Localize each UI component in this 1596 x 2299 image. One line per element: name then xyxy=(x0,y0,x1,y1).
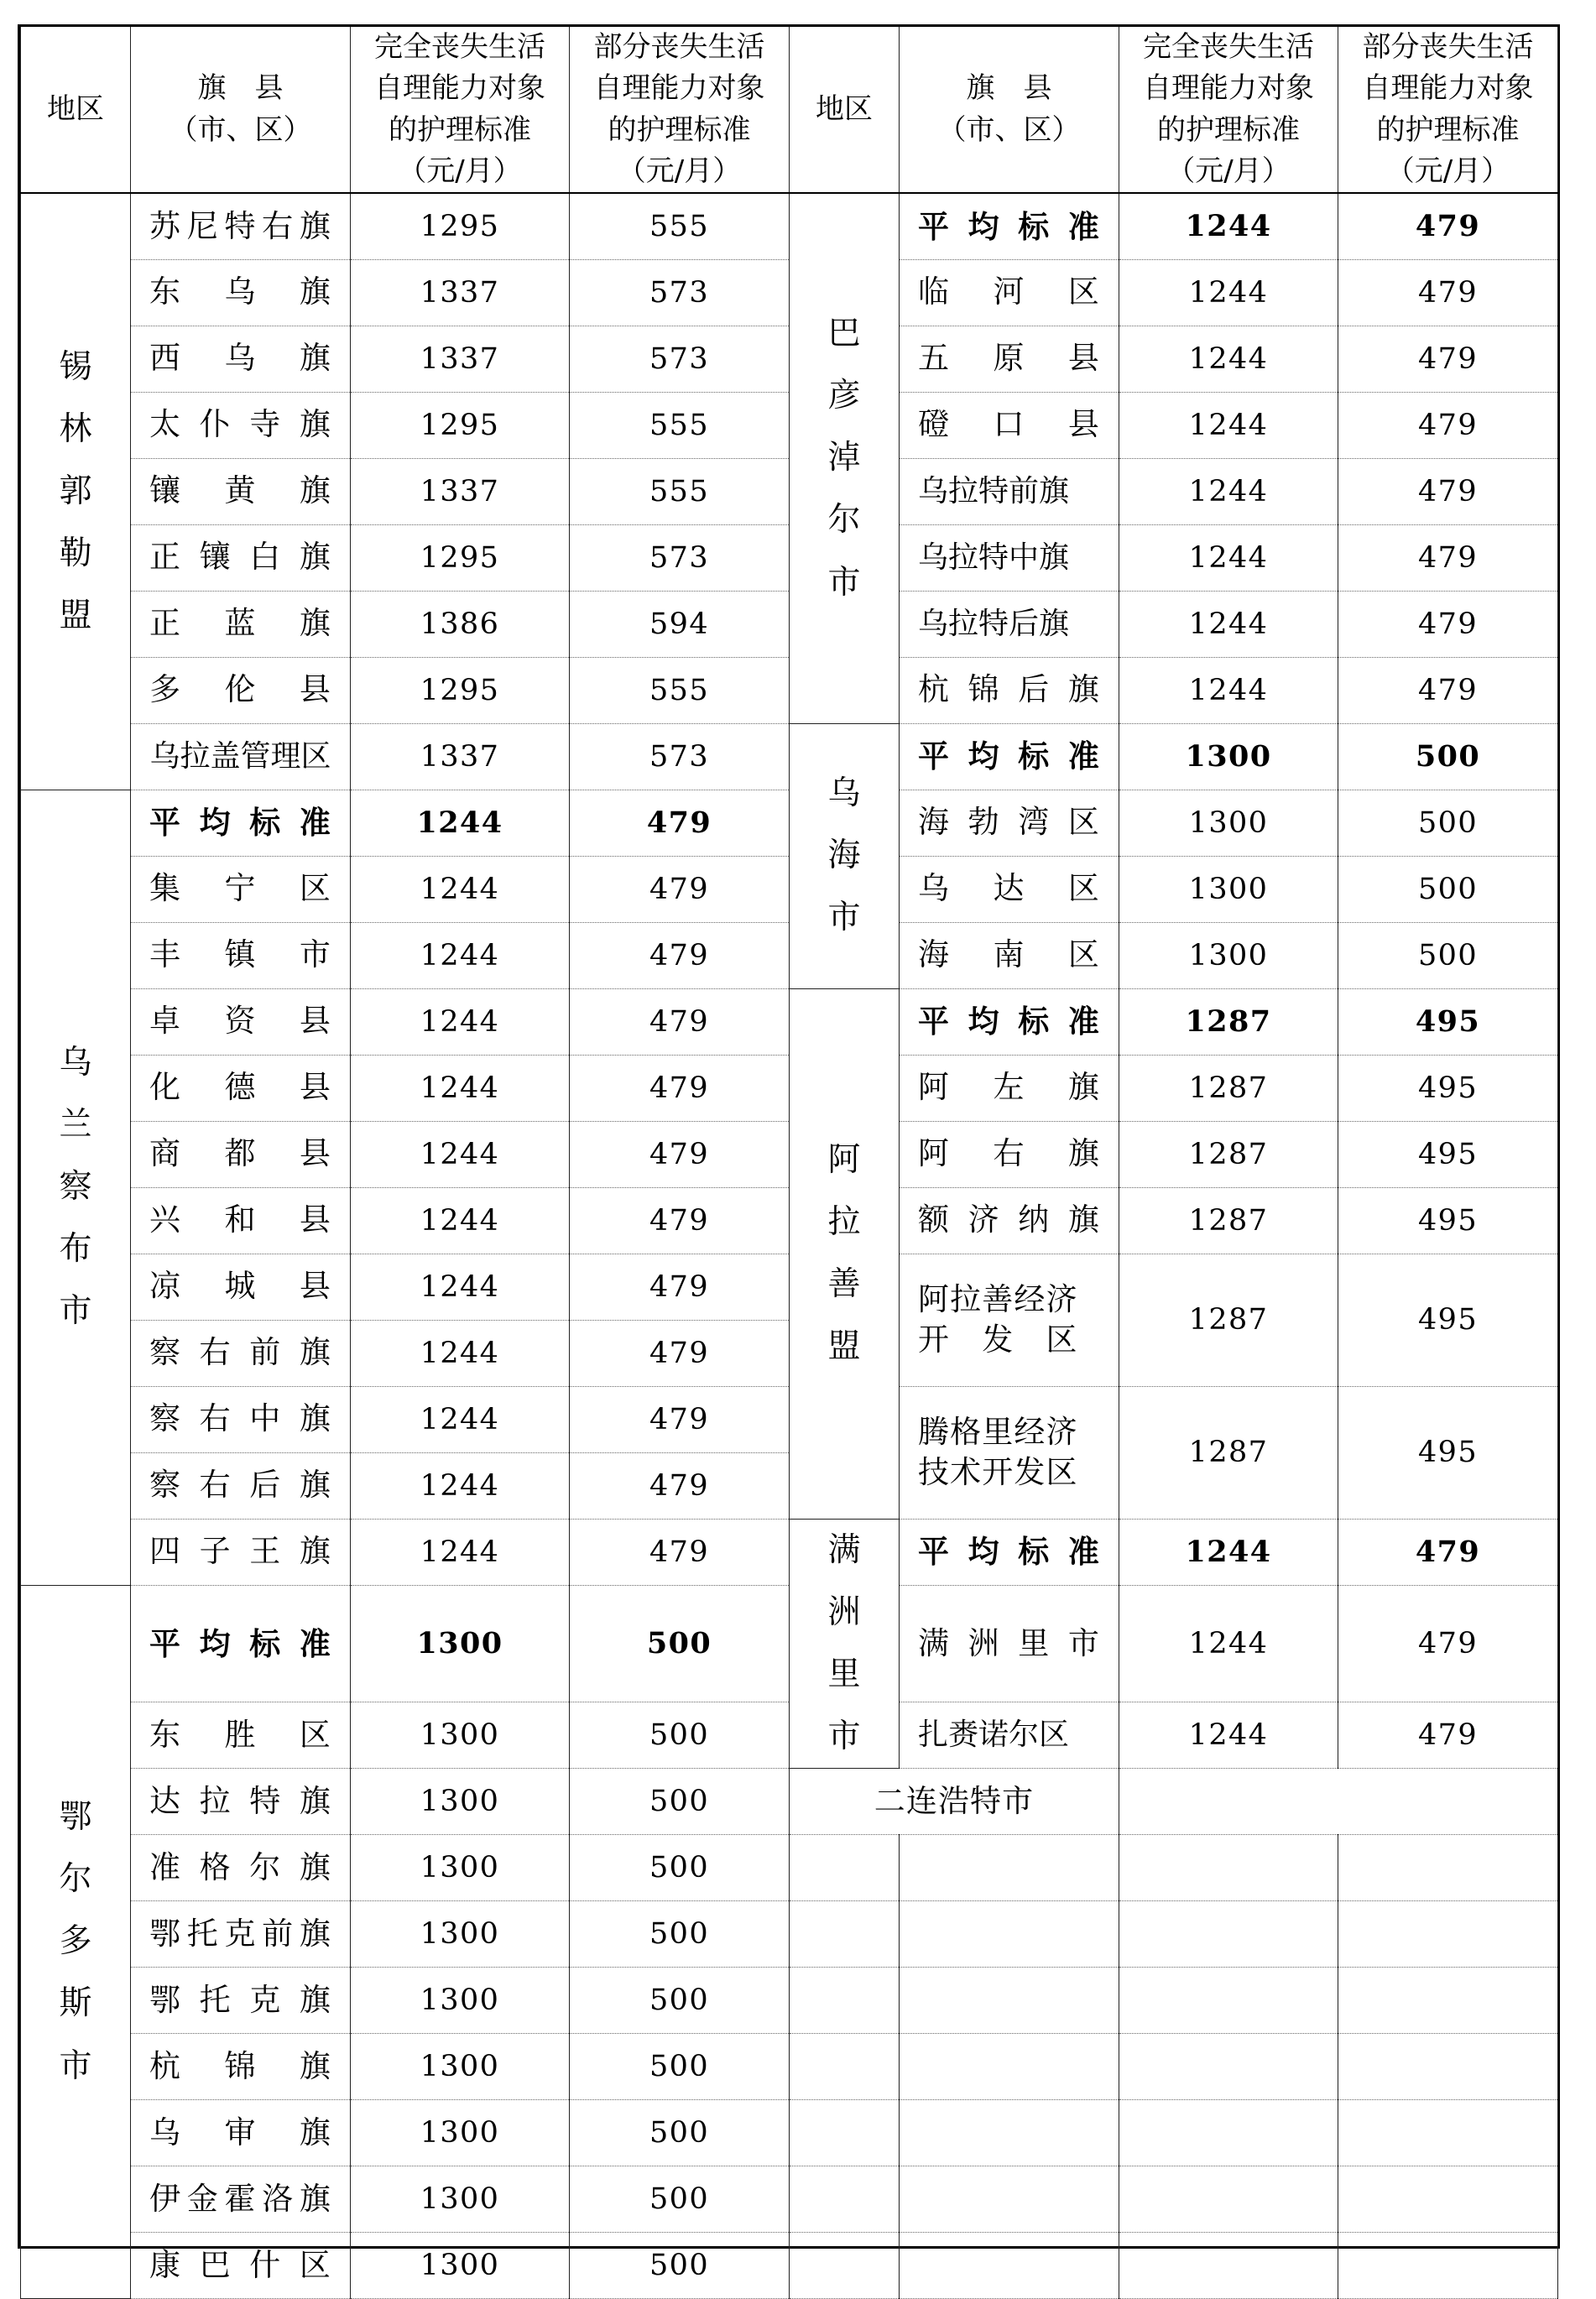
empty-cell xyxy=(900,2034,1119,2100)
region-char: 市 xyxy=(59,1292,92,1331)
nursing-standards-table xyxy=(20,27,1558,2299)
county-name: 察右中旗 xyxy=(131,1386,351,1452)
county-name: 额济纳旗 xyxy=(900,1187,1119,1254)
full-loss-standard: 1244 xyxy=(1119,591,1338,657)
partial-loss-standard: 573 xyxy=(570,524,790,591)
county-name: 化德县 xyxy=(131,1055,351,1121)
header-partial-line: 部分丧失生活 xyxy=(593,30,765,64)
county-name: 乌拉盖管理区 xyxy=(131,723,351,790)
empty-cell xyxy=(1119,1901,1338,1968)
partial-loss-standard: 500 xyxy=(1338,856,1558,922)
empty-cell xyxy=(1119,2100,1338,2166)
table-row xyxy=(21,193,1558,259)
partial-loss-standard: 500 xyxy=(1338,723,1558,790)
full-loss-standard: 1244 xyxy=(1119,524,1338,591)
county-name: 集宁区 xyxy=(131,856,351,922)
table-row xyxy=(21,1901,1558,1968)
header-partial-loss-right xyxy=(1338,27,1558,193)
county-name: 乌达区 xyxy=(900,856,1119,922)
header-county-line: （市、区） xyxy=(169,112,312,147)
table-row xyxy=(21,2100,1558,2166)
region-char: 鄂 xyxy=(59,1798,92,1837)
region-char: 布 xyxy=(59,1230,92,1269)
county-name: 东胜区 xyxy=(131,1702,351,1769)
region-cell xyxy=(21,1585,131,2298)
full-loss-standard: 1287 xyxy=(1119,988,1338,1055)
county-name: 兴和县 xyxy=(131,1187,351,1254)
partial-loss-standard: 495 xyxy=(1338,1187,1558,1254)
region-label xyxy=(59,1032,91,1342)
region-char: 拉 xyxy=(827,1203,861,1242)
full-loss-standard: 1244 xyxy=(1119,1585,1338,1702)
partial-loss-standard: 500 xyxy=(570,1835,790,1901)
partial-loss-standard: 479 xyxy=(1338,392,1558,458)
full-loss-standard: 1244 xyxy=(1119,193,1338,259)
county-name: 乌拉特中旗 xyxy=(900,524,1119,591)
partial-loss-standard: 500 xyxy=(570,2034,790,2100)
header-full-line: 完全丧失生活 xyxy=(1143,30,1314,64)
full-loss-standard: 1244 xyxy=(351,1254,570,1320)
full-loss-standard: 1244 xyxy=(351,790,570,856)
region-label xyxy=(827,763,860,949)
region-char: 多 xyxy=(59,1922,92,1961)
average-standard-label: 平均标准 xyxy=(900,193,1119,259)
county-name: 阿右旗 xyxy=(900,1121,1119,1187)
partial-loss-standard: 479 xyxy=(570,1254,790,1320)
partial-loss-standard: 479 xyxy=(570,1055,790,1121)
region-label xyxy=(827,1129,860,1378)
full-loss-standard: 1244 xyxy=(351,922,570,988)
partial-loss-standard: 500 xyxy=(570,1968,790,2034)
region-cell xyxy=(21,193,131,790)
header-partial-line: 自理能力对象 xyxy=(1362,71,1534,106)
region-cell xyxy=(790,723,900,988)
partial-loss-standard: 479 xyxy=(570,1121,790,1187)
partial-loss-standard: 594 xyxy=(570,591,790,657)
full-loss-standard: 1287 xyxy=(1119,1254,1338,1386)
partial-loss-standard: 500 xyxy=(570,1769,790,1835)
partial-loss-standard: 555 xyxy=(570,458,790,524)
region-char: 淖 xyxy=(827,439,861,477)
header-partial-line: （元/月） xyxy=(1385,154,1510,188)
region-cell xyxy=(790,193,900,723)
average-standard-label: 平均标准 xyxy=(900,1519,1119,1585)
partial-loss-standard: 573 xyxy=(570,259,790,326)
region-label xyxy=(59,336,91,647)
county-name: 凉城县 xyxy=(131,1254,351,1320)
header-county xyxy=(131,27,351,193)
county-name: 太仆寺旗 xyxy=(131,392,351,458)
partial-loss-standard: 495 xyxy=(1338,1121,1558,1187)
county-name: 乌拉特前旗 xyxy=(900,458,1119,524)
average-standard-label: 平均标准 xyxy=(900,988,1119,1055)
partial-loss-standard: 495 xyxy=(1338,1055,1558,1121)
header-full-line: （元/月） xyxy=(1166,154,1291,188)
region-char: 盟 xyxy=(59,597,92,635)
partial-loss-standard: 479 xyxy=(570,922,790,988)
partial-loss-standard: 500 xyxy=(570,1702,790,1769)
empty-cell xyxy=(1119,2166,1338,2233)
county-name: 杭锦后旗 xyxy=(900,657,1119,723)
header-partial-loss xyxy=(570,27,790,193)
partial-loss-standard: 500 xyxy=(570,1901,790,1968)
full-loss-standard: 1244 xyxy=(351,1055,570,1121)
county-name: 康巴什区 xyxy=(131,2233,351,2299)
empty-cell xyxy=(790,1835,900,1901)
full-loss-standard: 1244 xyxy=(351,856,570,922)
header-full-line: 自理能力对象 xyxy=(1143,71,1314,106)
county-name: 察右后旗 xyxy=(131,1452,351,1519)
header-row xyxy=(21,27,1558,193)
county-name: 卓资县 xyxy=(131,988,351,1055)
full-loss-standard: 1244 xyxy=(351,1452,570,1519)
header-partial-line: 的护理标准 xyxy=(1376,112,1520,147)
full-loss-standard: 1295 xyxy=(351,657,570,723)
county-name: 海勃湾区 xyxy=(900,790,1119,856)
empty-cell xyxy=(1338,2166,1558,2233)
partial-loss-standard: 479 xyxy=(1338,326,1558,392)
empty-cell xyxy=(1338,1835,1558,1901)
header-full-line: 的护理标准 xyxy=(389,112,531,147)
partial-loss-standard: 495 xyxy=(1338,1386,1558,1519)
header-partial-line: （元/月） xyxy=(617,154,742,188)
region-char: 勒 xyxy=(59,534,92,572)
region-label xyxy=(827,1520,860,1768)
average-standard-label: 平均标准 xyxy=(900,723,1119,790)
full-loss-standard: 1300 xyxy=(351,1702,570,1769)
county-name: 苏尼特右旗 xyxy=(131,193,351,259)
region-char: 乌 xyxy=(59,1043,92,1082)
full-loss-standard: 1295 xyxy=(351,524,570,591)
partial-loss-standard: 555 xyxy=(570,392,790,458)
full-loss-standard: 1244 xyxy=(351,1519,570,1585)
partial-loss-standard: 479 xyxy=(570,1386,790,1452)
county-name: 达拉特旗 xyxy=(131,1769,351,1835)
partial-loss-standard: 555 xyxy=(570,657,790,723)
region-cell xyxy=(21,790,131,1585)
header-county-right xyxy=(900,27,1119,193)
partial-loss-standard: 500 xyxy=(570,1585,790,1702)
empty-cell xyxy=(1338,1901,1558,1968)
full-loss-standard: 1337 xyxy=(351,326,570,392)
region-cell xyxy=(790,988,900,1519)
full-loss-standard: 1244 xyxy=(351,1386,570,1452)
partial-loss-standard: 479 xyxy=(570,790,790,856)
partial-loss-standard: 500 xyxy=(1338,922,1558,988)
header-county-line: 旗 县 xyxy=(197,71,284,106)
county-name: 杭锦旗 xyxy=(131,2034,351,2100)
empty-cell xyxy=(790,1968,900,2034)
standards-table-frame xyxy=(18,24,1560,2283)
region-char: 兰 xyxy=(59,1106,92,1144)
county-name: 四子王旗 xyxy=(131,1519,351,1585)
county-name: 满洲里市 xyxy=(900,1585,1119,1702)
partial-loss-standard: 500 xyxy=(1338,790,1558,856)
region-char: 满 xyxy=(827,1530,861,1569)
average-standard-label: 平均标准 xyxy=(131,1585,351,1702)
full-loss-standard: 1244 xyxy=(1119,657,1338,723)
table-row xyxy=(21,2233,1558,2299)
county-name: 鄂托克前旗 xyxy=(131,1901,351,1968)
empty-cell xyxy=(1338,1968,1558,2034)
partial-loss-standard: 479 xyxy=(1338,458,1558,524)
header-county-line: 旗 县 xyxy=(966,71,1052,106)
header-partial-line: 自理能力对象 xyxy=(593,71,765,106)
header-partial-line: 的护理标准 xyxy=(608,112,751,147)
empty-cell xyxy=(1338,2034,1558,2100)
region-char: 市 xyxy=(827,1717,861,1755)
partial-loss-standard: 555 xyxy=(570,193,790,259)
empty-cell xyxy=(790,2034,900,2100)
county-name-line: 阿拉善经济 xyxy=(918,1281,1078,1318)
header-full-line: （元/月） xyxy=(398,154,522,188)
header-full-line: 的护理标准 xyxy=(1157,112,1300,147)
region-label xyxy=(59,1786,91,2097)
full-loss-standard: 1244 xyxy=(1119,1519,1338,1585)
region-char: 善 xyxy=(827,1265,861,1304)
region-char: 尔 xyxy=(827,501,861,540)
partial-loss-standard: 573 xyxy=(570,326,790,392)
full-loss-standard: 1295 xyxy=(351,392,570,458)
average-standard-label: 平均标准 xyxy=(131,790,351,856)
full-loss-standard: 1300 xyxy=(1119,790,1338,856)
full-loss-standard: 1244 xyxy=(351,1320,570,1386)
region-char: 海 xyxy=(827,837,861,875)
county-name-line: 技术开发区 xyxy=(918,1454,1078,1491)
county-name: 乌拉特后旗 xyxy=(900,591,1119,657)
header-full-loss xyxy=(351,27,570,193)
county-name: 正镶白旗 xyxy=(131,524,351,591)
empty-cell xyxy=(900,1901,1119,1968)
full-loss-standard: 1337 xyxy=(351,723,570,790)
empty-cell xyxy=(790,2100,900,2166)
county-name: 东乌旗 xyxy=(131,259,351,326)
partial-loss-standard: 495 xyxy=(1338,988,1558,1055)
full-loss-standard: 1300 xyxy=(1119,856,1338,922)
header-full-line: 自理能力对象 xyxy=(374,71,545,106)
empty-cell xyxy=(1119,1835,1338,1901)
full-loss-standard: 1287 xyxy=(1119,1386,1338,1519)
full-loss-standard: 1300 xyxy=(1119,723,1338,790)
full-loss-standard: 1337 xyxy=(351,259,570,326)
full-loss-standard: 1337 xyxy=(351,458,570,524)
partial-loss-standard: 479 xyxy=(1338,259,1558,326)
full-loss-standard: 1300 xyxy=(351,1835,570,1901)
partial-loss-standard: 479 xyxy=(1338,1585,1558,1702)
partial-loss-standard: 500 xyxy=(570,2100,790,2166)
partial-loss-standard: 479 xyxy=(570,1320,790,1386)
region-char: 林 xyxy=(59,409,92,448)
county-name: 多伦县 xyxy=(131,657,351,723)
region-char: 市 xyxy=(827,563,861,602)
partial-loss-standard: 479 xyxy=(1338,524,1558,591)
region-char: 郭 xyxy=(59,472,92,510)
empty-cell xyxy=(1338,2233,1558,2299)
region-char: 察 xyxy=(59,1168,92,1207)
county-name: 二连浩特市 xyxy=(790,1769,1119,1835)
table-row xyxy=(21,1968,1558,2034)
partial-loss-standard: 479 xyxy=(570,856,790,922)
partial-loss-standard: 500 xyxy=(570,2233,790,2299)
full-loss-standard: 1244 xyxy=(351,1187,570,1254)
header-region-right: 地区 xyxy=(790,27,900,193)
region-char: 市 xyxy=(59,2046,92,2085)
table-row xyxy=(21,2034,1558,2100)
empty-cell xyxy=(900,1835,1119,1901)
full-loss-standard: 1244 xyxy=(1119,392,1338,458)
table-row xyxy=(21,2166,1558,2233)
region-char: 巴 xyxy=(827,315,861,353)
county-name: 阿左旗 xyxy=(900,1055,1119,1121)
full-loss-standard: 1386 xyxy=(351,591,570,657)
county-name: 商都县 xyxy=(131,1121,351,1187)
full-loss-standard: 1300 xyxy=(1119,922,1338,988)
full-loss-standard: 1300 xyxy=(351,2166,570,2233)
empty-cell xyxy=(900,2233,1119,2299)
empty-cell xyxy=(790,1901,900,1968)
empty-cell xyxy=(900,1968,1119,2034)
county-name: 乌审旗 xyxy=(131,2100,351,2166)
full-loss-standard: 1300 xyxy=(351,2233,570,2299)
partial-loss-standard: 479 xyxy=(1338,1519,1558,1585)
partial-loss-standard: 479 xyxy=(1338,1702,1558,1769)
empty-cell xyxy=(1119,2233,1338,2299)
full-loss-standard: 1300 xyxy=(351,2100,570,2166)
table-row xyxy=(21,723,1558,790)
table-row xyxy=(21,1519,1558,1585)
full-loss-standard: 1244 xyxy=(1119,326,1338,392)
empty-cell xyxy=(900,2100,1119,2166)
county-name xyxy=(900,1386,1119,1519)
county-name: 五原县 xyxy=(900,326,1119,392)
partial-loss-standard: 479 xyxy=(1338,193,1558,259)
header-full-loss-right xyxy=(1119,27,1338,193)
header-region: 地区 xyxy=(21,27,131,193)
full-loss-standard: 1300 xyxy=(351,1585,570,1702)
empty-cell xyxy=(900,2166,1119,2233)
empty-cell xyxy=(790,2166,900,2233)
empty-cell xyxy=(1119,2034,1338,2100)
header-partial-line: 部分丧失生活 xyxy=(1362,30,1534,64)
county-name: 临河区 xyxy=(900,259,1119,326)
region-char: 里 xyxy=(827,1655,861,1693)
region-char: 阿 xyxy=(827,1141,861,1179)
full-loss-standard: 1244 xyxy=(351,988,570,1055)
empty-cell xyxy=(790,2233,900,2299)
county-name: 鄂托克旗 xyxy=(131,1968,351,2034)
region-cell xyxy=(790,1519,900,1768)
county-name: 准格尔旗 xyxy=(131,1835,351,1901)
partial-loss-standard: 573 xyxy=(570,723,790,790)
county-name: 西乌旗 xyxy=(131,326,351,392)
header-full-line: 完全丧失生活 xyxy=(374,30,545,64)
full-loss-standard: 1287 xyxy=(1119,1187,1338,1254)
county-name: 伊金霍洛旗 xyxy=(131,2166,351,2233)
county-name-line: 开 发 区 xyxy=(918,1322,1078,1358)
region-char: 洲 xyxy=(827,1593,861,1631)
region-char: 斯 xyxy=(59,1984,92,2023)
full-loss-standard: 1244 xyxy=(1119,1702,1338,1769)
table-row xyxy=(21,1835,1558,1901)
empty-cell xyxy=(1338,2100,1558,2166)
full-loss-standard: 1244 xyxy=(351,1121,570,1187)
table-row xyxy=(21,988,1558,1055)
full-loss-standard: 1295 xyxy=(351,193,570,259)
full-loss-standard: 1300 xyxy=(351,2034,570,2100)
region-char: 锡 xyxy=(59,347,92,386)
county-name: 丰镇市 xyxy=(131,922,351,988)
partial-loss-standard: 479 xyxy=(570,1452,790,1519)
full-loss-standard: 1300 xyxy=(351,1901,570,1968)
county-name xyxy=(900,1254,1119,1386)
region-char: 乌 xyxy=(827,774,861,813)
full-loss-standard: 1300 xyxy=(351,1968,570,2034)
partial-loss-standard: 500 xyxy=(570,2166,790,2233)
county-name: 正蓝旗 xyxy=(131,591,351,657)
empty-cell xyxy=(1119,1968,1338,2034)
full-loss-standard: 1287 xyxy=(1119,1121,1338,1187)
region-char: 彦 xyxy=(827,377,861,415)
full-loss-standard: 1244 xyxy=(1119,259,1338,326)
header-county-line: （市、区） xyxy=(937,112,1081,147)
region-char: 市 xyxy=(827,899,861,937)
full-loss-standard: 1300 xyxy=(351,1769,570,1835)
region-char: 盟 xyxy=(827,1327,861,1366)
table-row xyxy=(21,1769,1558,1835)
county-name-line: 腾格里经济 xyxy=(918,1414,1078,1451)
county-name: 扎赉诺尔区 xyxy=(900,1702,1119,1769)
partial-loss-standard: 495 xyxy=(1338,1254,1558,1386)
full-loss-standard: 1287 xyxy=(1119,1055,1338,1121)
region-char: 尔 xyxy=(59,1860,92,1899)
county-name: 察右前旗 xyxy=(131,1320,351,1386)
partial-loss-standard: 479 xyxy=(570,1519,790,1585)
partial-loss-standard: 479 xyxy=(1338,657,1558,723)
partial-loss-standard: 479 xyxy=(1338,591,1558,657)
partial-loss-standard: 479 xyxy=(570,988,790,1055)
region-label xyxy=(827,303,860,613)
partial-loss-standard: 479 xyxy=(570,1187,790,1254)
county-name: 镶黄旗 xyxy=(131,458,351,524)
county-name: 海南区 xyxy=(900,922,1119,988)
full-loss-standard: 1244 xyxy=(1119,458,1338,524)
county-name: 磴口县 xyxy=(900,392,1119,458)
